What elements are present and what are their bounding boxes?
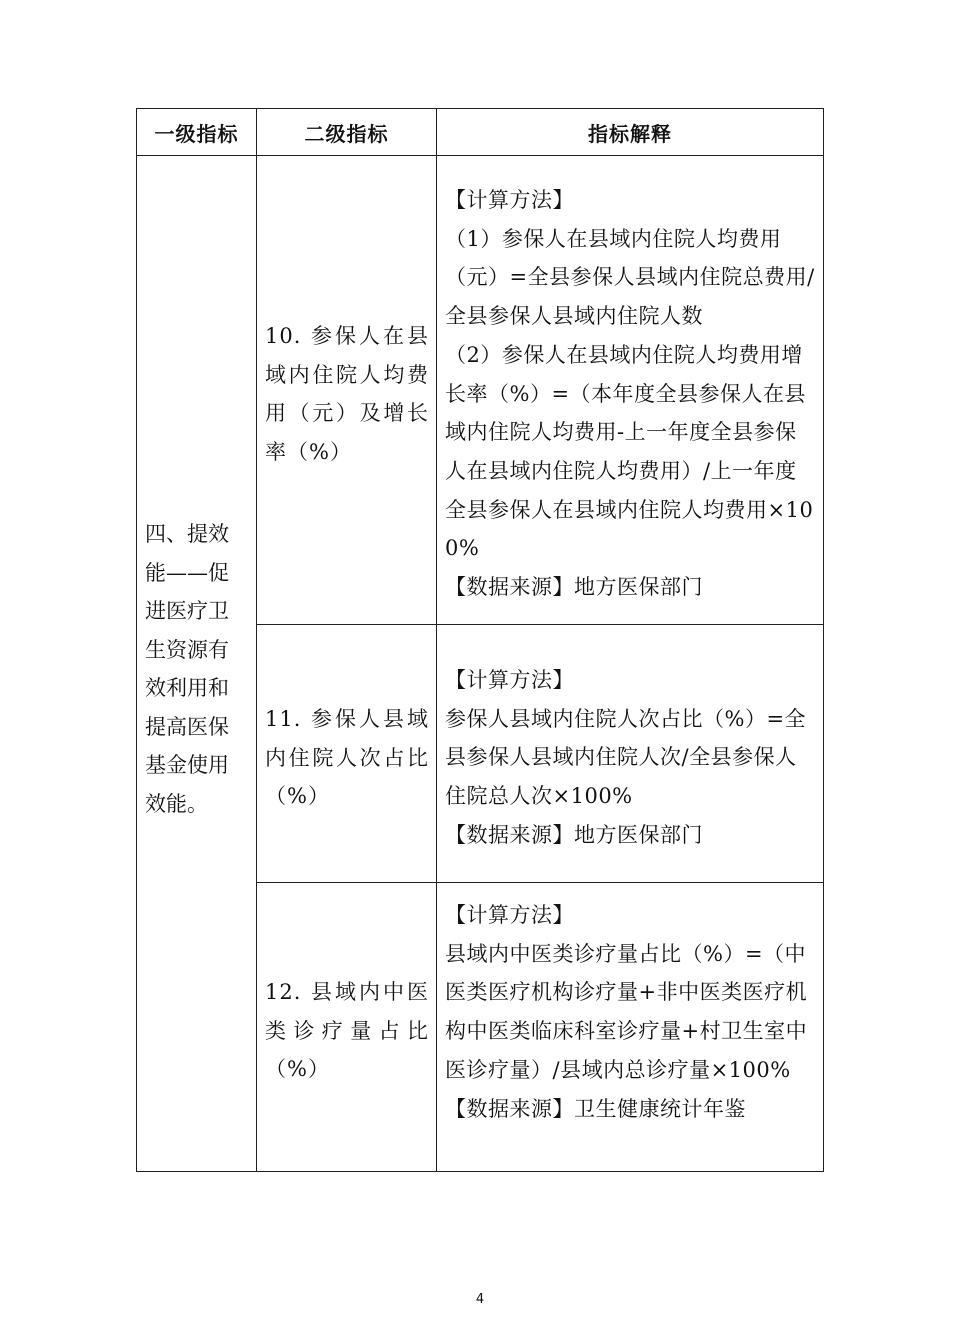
explanation-line: （1）参保人在县域内住院人均费用（元）=全县参保人县域内住院总费用/全县参保人县域内住院人数 <box>445 226 815 329</box>
indicator-table <box>136 108 824 1172</box>
level2-indicator-10: 10. 参保人在县域内住院人均费用（元）及增长率（%） <box>265 324 429 464</box>
explanation-line: 【数据来源】卫生健康统计年鉴 <box>445 1096 746 1121</box>
explanation-line: 【数据来源】地方医保部门 <box>445 575 703 600</box>
explanation-10 <box>445 181 817 607</box>
explanation-line: 【数据来源】地方医保部门 <box>445 822 703 847</box>
header-level2: 二级指标 <box>304 121 389 146</box>
explanation-12 <box>445 896 817 1128</box>
header-explanation: 指标解释 <box>588 121 672 146</box>
row-divider <box>256 624 823 625</box>
explanation-line: 参保人县域内住院人次占比（%）=全县参保人县域内住院人次/全县参保人住院总人次×100% <box>445 706 807 809</box>
column-divider <box>436 109 437 1171</box>
header-divider <box>137 155 823 156</box>
explanation-line: 【计算方法】 <box>445 188 574 212</box>
explanation-line: 县域内中医类诊疗量占比（%）=（中医类医疗机构诊疗量+非中医类医疗机构中医类临床科室诊疗量+村卫生室中医诊疗量）/县域内总诊疗量×100% <box>445 941 808 1082</box>
level1-indicator: 四、提效能——促进医疗卫生资源有效利用和提高医保基金使用效能。 <box>145 522 229 816</box>
explanation-line: 【计算方法】 <box>445 668 574 692</box>
page-number: 4 <box>475 1292 485 1307</box>
header-level1: 一级指标 <box>154 121 239 146</box>
row-divider <box>256 882 823 883</box>
explanation-line: 【计算方法】 <box>445 903 574 927</box>
explanation-line: （2）参保人在县域内住院人均费用增长率（%）=（本年度全县参保人在县域内住院人均费用-上一年度全县参保人在县域内住院人均费用）/上一年度全县参保人在县域内住院人均费用×100% <box>445 342 814 561</box>
level2-indicator-12: 12. 县域内中医类诊疗量占比（%） <box>265 980 429 1081</box>
level2-indicator-11: 11. 参保人县域内住院人次占比（%） <box>265 707 429 808</box>
column-divider <box>256 109 257 1171</box>
explanation-11 <box>445 661 817 855</box>
